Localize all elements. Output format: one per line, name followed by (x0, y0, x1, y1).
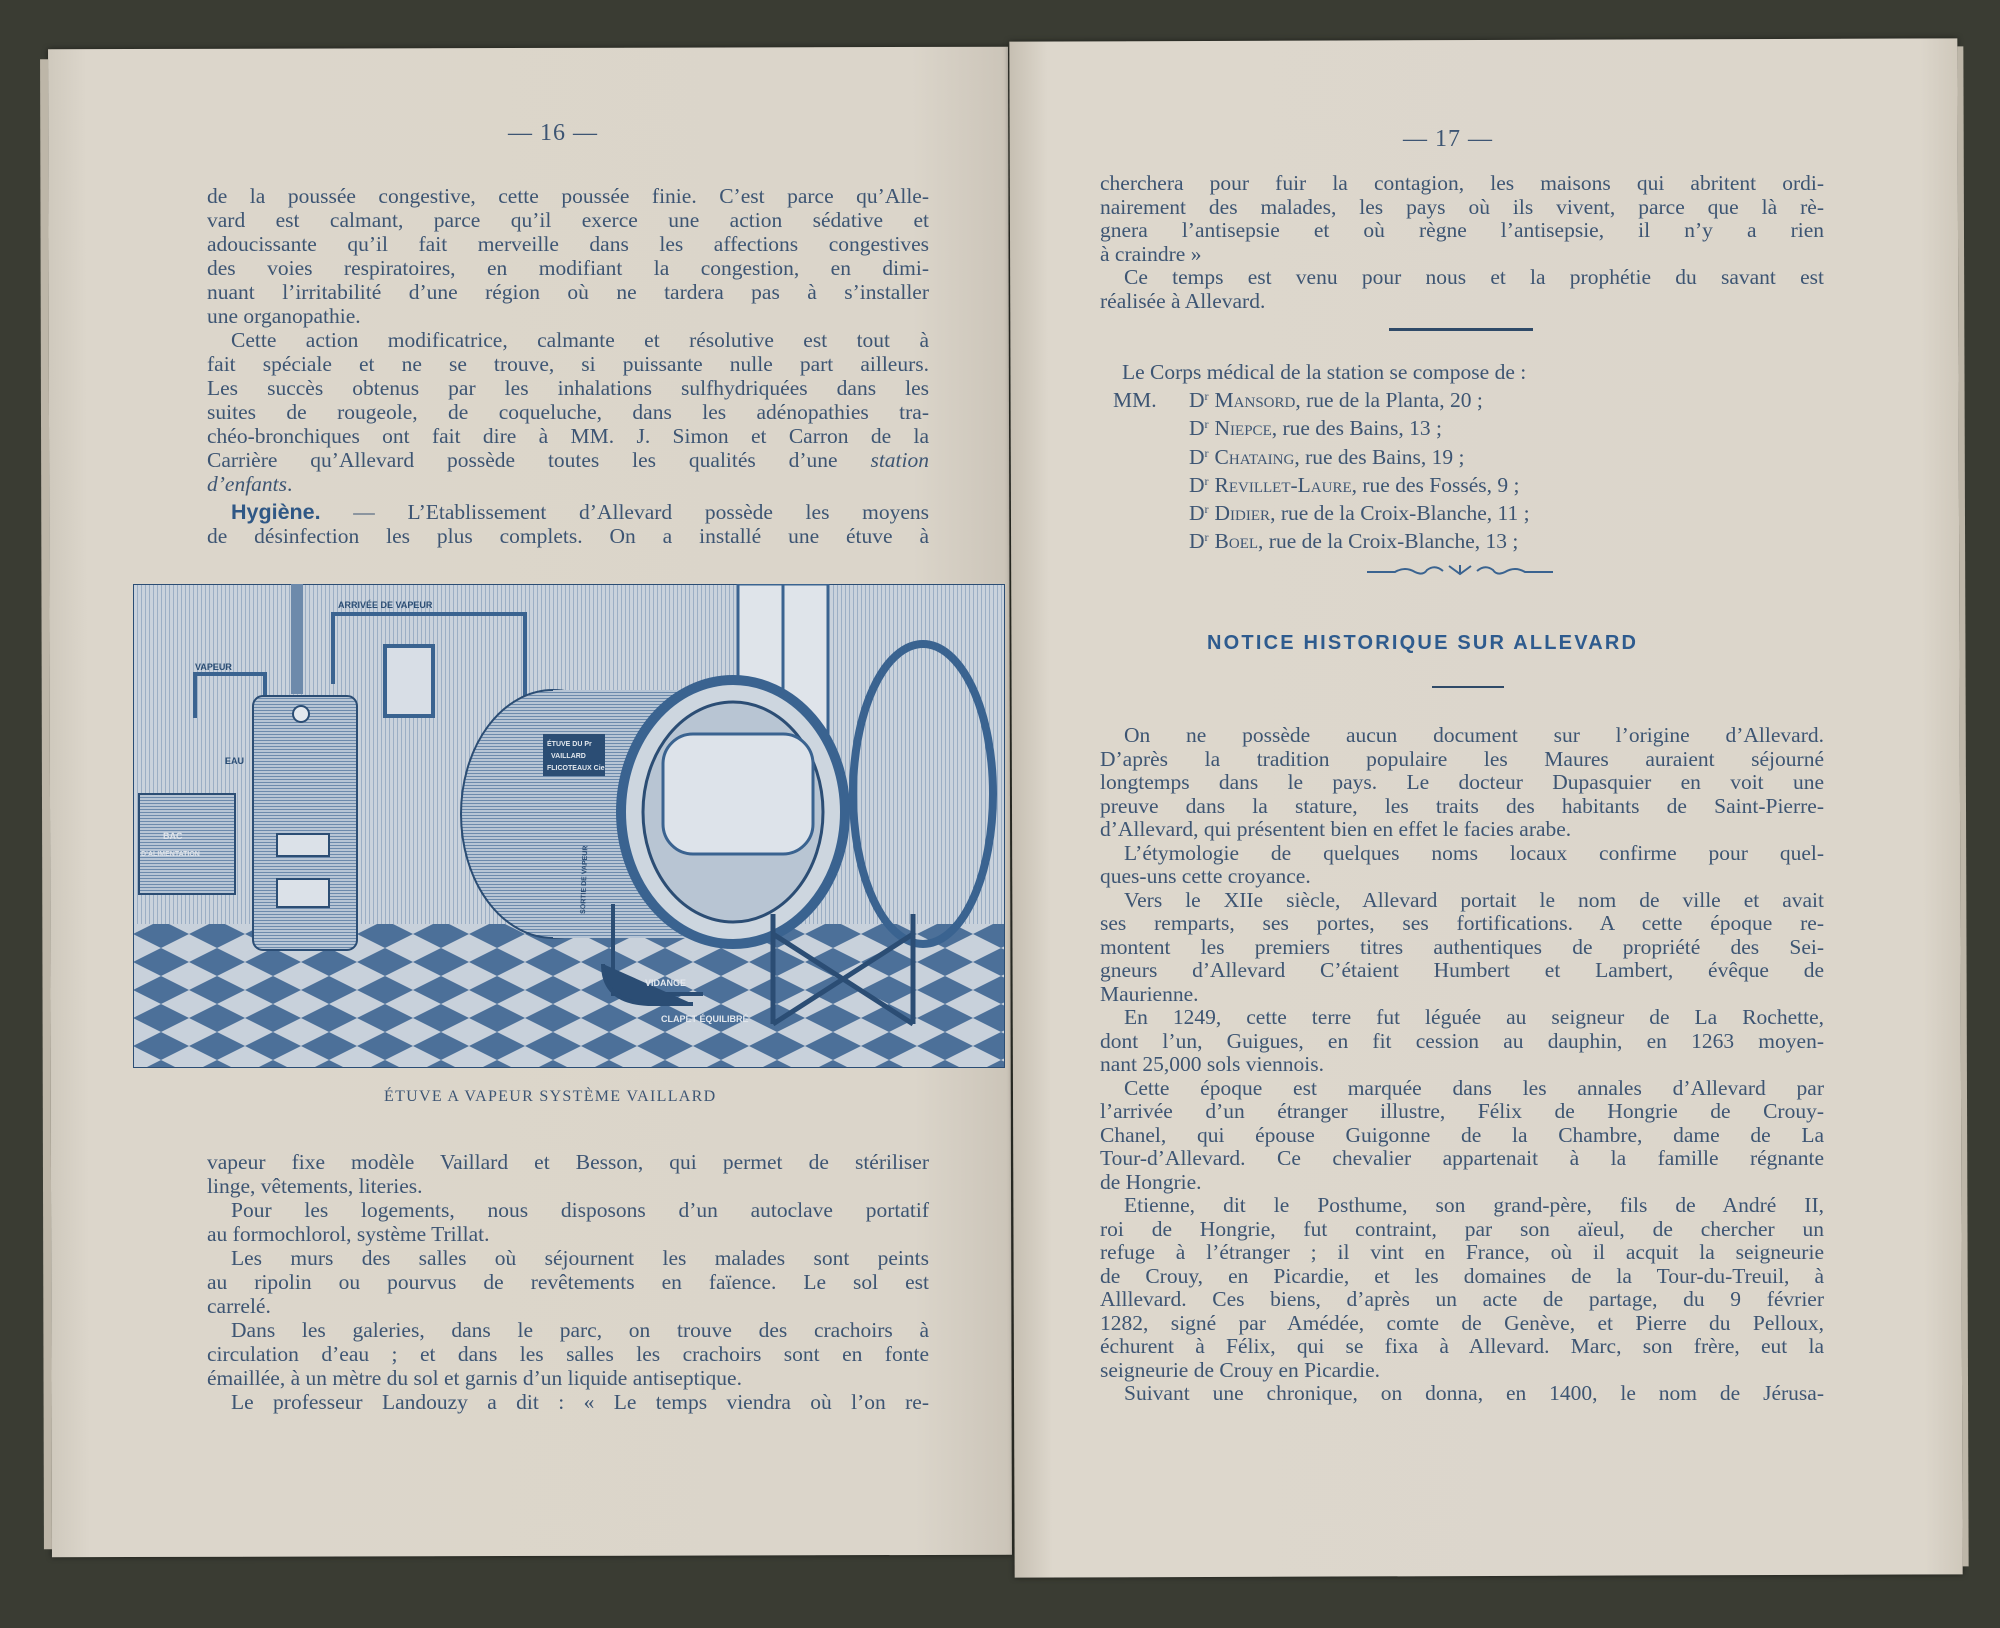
text-line: On ne possède aucun document sur l’origine d’Allevard. (1124, 723, 1824, 747)
doctor-entry (1113, 469, 1530, 497)
doctor-name: Didier (1214, 501, 1271, 526)
page-edges (1957, 46, 1968, 1566)
label-plate-1: ÉTUVE DU Pr (547, 741, 592, 748)
text-line: de Hongrie. (1100, 1169, 1202, 1194)
paragraph (1100, 842, 1824, 889)
text-line: Suivant une chronique, on donna, en 1400, le nom de Jérusa- (1124, 1381, 1824, 1405)
doctor-name: Niepce (1214, 416, 1272, 441)
label-sortie: SORTIE DE VAPEUR (580, 845, 590, 915)
text-run: station (870, 448, 929, 472)
section-heading: NOTICE HISTORIQUE SUR ALLEVARD (1207, 632, 1639, 654)
paragraph (207, 328, 929, 496)
text-line: échurent à Félix, qui se fixa à Allevard. Marc, son frère, eut la (1100, 1334, 1824, 1358)
text-line: fait spéciale et ne se trouve, si puissante nulle part ailleurs. (207, 352, 929, 376)
text-line: roi de Hongrie, fut contraint, par son aïeul, de chercher un (1100, 1216, 1824, 1241)
paragraph (207, 184, 929, 328)
text-line: nant 25,000 sols viennois. (1100, 1052, 1324, 1076)
body-text (1100, 172, 1824, 313)
text-line: Cette époque est marquée dans les annales d’Allevard par (1124, 1075, 1824, 1100)
text-line: refuge à l’étranger ; il vint en France, où il acquit la seigneurie (1100, 1240, 1824, 1264)
text-line: réalisée à Allevard. (1100, 288, 1266, 313)
paragraph (1100, 889, 1824, 1007)
text-line: à craindre » (1100, 241, 1202, 266)
text-line: suites de rougeole, de coqueluche, dans les adénopathies tra- (207, 400, 929, 424)
doctor-name: Boel (1214, 529, 1259, 554)
page-edges (40, 59, 52, 1549)
paragraph (1100, 724, 1824, 842)
text-line: Maurienne. (1100, 981, 1199, 1006)
text-line: ses remparts, ses portes, ses fortifications. A cette époque re- (1100, 911, 1824, 935)
wall-frame (385, 646, 433, 716)
text-line: nairement des malades, les pays où ils vivent, parce que là rè- (1100, 194, 1824, 219)
doctor-entry (1113, 412, 1530, 440)
doctor-title: D (1189, 416, 1205, 441)
history-text (1100, 724, 1824, 1406)
text-line: vard est calmant, parce qu’il exerce une action sédative et (207, 208, 929, 232)
text-line: une organopathie. (207, 304, 361, 328)
text-line: Pour les logements, nous disposons d’un autoclave portatif (231, 1198, 929, 1222)
medical-corps-list (1113, 360, 1530, 553)
label-arrivee: ARRIVÉE DE VAPEUR (338, 600, 433, 610)
text-line: Ce temps est venu pour nous et la prophétie du savant est (1124, 265, 1824, 289)
text-line: vapeur fixe modèle Vaillard et Besson, qui permet de stériliser (207, 1150, 929, 1174)
doctor-title-sup: r (1204, 502, 1209, 517)
text-line: Vers le XIIe siècle, Allevard portait le nom de ville et avait (1124, 887, 1824, 912)
feed-tank (139, 794, 235, 894)
page-number: — 17 — (1403, 126, 1493, 152)
doctor-title: D (1189, 529, 1205, 554)
upholstered-mattress (663, 734, 813, 854)
boiler (253, 696, 357, 950)
doctor-entry (1113, 441, 1530, 469)
label-vapeur: VAPEUR (195, 662, 232, 672)
doctor-address: , rue des Fossés, 9 ; (1351, 472, 1520, 497)
text-line: 1282, signé par Amédée, comte de Genève, et Pierre du Pelloux, (1100, 1310, 1824, 1335)
doctor-title-sup: r (1204, 389, 1209, 404)
text-line: d’Allevard, qui présentent bien en effet le facies arabe. (1100, 817, 1572, 841)
paragraph (1100, 1006, 1824, 1077)
figure-caption: ÉTUVE A VAPEUR SYSTÈME VAILLARD (384, 1088, 717, 1105)
body-text (207, 184, 929, 548)
text-line: adoucissante qu’il fait merveille dans les affections congestives (207, 232, 929, 256)
text-line: Chanel, qui épouse Guigonne de la Chambre, dame de La (1100, 1122, 1824, 1147)
text-run: . (287, 472, 293, 496)
doctor-name: Chataing (1214, 444, 1295, 469)
page-number: — 16 — (508, 120, 598, 146)
doctor-title: D (1189, 444, 1205, 469)
paragraph (1100, 266, 1824, 313)
text-line: carrelé. (207, 1294, 271, 1318)
doctor-address: , rue des Bains, 13 ; (1271, 416, 1442, 441)
text-line: de désinfection les plus complets. On a installé une étuve à (207, 524, 929, 548)
doctor-entry (1113, 497, 1530, 525)
paragraph (1100, 1077, 1824, 1195)
label-alimentation: D’ALIMENTATION (141, 851, 200, 858)
text-line: ques-uns cette croyance. (1100, 864, 1311, 888)
text-line: des voies respiratoires, en modifiant la congestion, en dimi- (207, 256, 929, 280)
text-line: D’après la tradition populaire les Maures auraient séjourné (1100, 746, 1824, 771)
text-line: au formochlorol, système Trillat. (207, 1222, 490, 1246)
label-plate-2: VAILLARD (551, 753, 586, 760)
label-eau: EAU (225, 756, 245, 766)
doctor-entry (1113, 525, 1530, 553)
text-line (207, 500, 929, 524)
doctor-title-sup: r (1204, 445, 1209, 460)
section-divider (1389, 328, 1533, 331)
doctor-address: , rue des Bains, 19 ; (1294, 444, 1465, 469)
paragraph (1100, 172, 1824, 266)
text-line: Tour-d’Allevard. Ce chevalier appartenait à la famille régnante (1100, 1146, 1824, 1170)
doctor-title-sup: r (1204, 530, 1209, 545)
text-line (207, 472, 929, 496)
label-bac: BAC (163, 831, 183, 841)
doctor-title: D (1189, 472, 1205, 497)
paragraph (207, 1150, 929, 1198)
doctor-name: Revillet-Laure (1214, 472, 1352, 497)
text-run: d’enfants (207, 472, 288, 496)
text-run: Carrière qu’Allevard possède toutes les qualités d’une (207, 448, 871, 472)
doctor-title-sup: r (1204, 417, 1209, 432)
label-vidange: VIDANGE (645, 978, 687, 988)
doctor-title: D (1189, 501, 1205, 526)
text-line: longtemps dans le pays. Le docteur Dupasquier en voit une (1100, 770, 1824, 794)
text-line: au ripolin ou pourvus de revêtements en faïence. Le sol est (207, 1270, 929, 1294)
text-line: émaillée, à un mètre du sol et garnis d’un liquide antiseptique. (207, 1366, 742, 1390)
doctor-address: , rue de la Planta, 20 ; (1295, 388, 1483, 413)
paragraph (207, 1318, 929, 1390)
label-plate-3: FLICOTEAUX Cie (547, 765, 605, 772)
text-line: Alllevard. Ces biens, d’après un acte de partage, du 9 février (1100, 1287, 1824, 1311)
doctor-name: Mansord (1214, 388, 1296, 413)
text-line: nuant l’irritabilité d’une région où ne tardera pas à s’installer (207, 280, 929, 304)
text-line: linge, vêtements, literies. (207, 1174, 423, 1198)
text-line: circulation d’eau ; et dans les salles les crachoirs sont en fonte (207, 1342, 929, 1366)
heading-rule (1432, 686, 1504, 688)
label-clapet: CLAPET ÉQUILIBRÉ (661, 1014, 749, 1024)
text-line: Etienne, dit le Posthume, son grand-père, fils de André II, (1124, 1193, 1824, 1217)
text-line: montent les premiers titres authentiques de propriété des Sei- (1100, 934, 1824, 959)
doctor-address: , rue de la Croix-Blanche, 11 ; (1270, 501, 1530, 526)
doctor-title: D (1189, 388, 1205, 413)
text-line: chéo-bronchiques ont fait dire à MM. J. Simon et Carron de la (207, 424, 929, 448)
text-line: Les succès obtenus par les inhalations sulfhydriquées dans les (207, 376, 929, 400)
medical-corps-intro: Le Corps médical de la station se compose de : (1122, 360, 1527, 384)
text-line: En 1249, cette terre fut léguée au seigneur de La Rochette, (1124, 1005, 1824, 1029)
text-line (207, 448, 929, 472)
text-line: cherchera pour fuir la contagion, les maisons qui abritent ordi- (1100, 171, 1824, 195)
paragraph (207, 500, 929, 548)
text-line: preuve dans la stature, les traits des habitants de Saint-Pierre- (1100, 793, 1824, 818)
text-line: dont l’un, Guigues, en fit cession au dauphin, en 1263 moyen- (1100, 1028, 1824, 1053)
ornament-fleuron (1365, 562, 1555, 580)
text-line: Cette action modificatrice, calmante et résolutive est tout à (231, 328, 929, 352)
text-line: gnera l’antisepsie et où règne l’antisepsie, il n’y a rien (1100, 218, 1824, 242)
text-line: de la poussée congestive, cette poussée finie. C’est parce qu’Alle- (207, 184, 929, 208)
text-line: seigneurie de Crouy en Picardie. (1100, 1357, 1381, 1382)
doctor-entry (1113, 384, 1530, 412)
text-line: de Crouy, en Picardie, et les domaines de la Tour-du-Treuil, à (1100, 1263, 1824, 1288)
doctor-address: , rue de la Croix-Blanche, 13 ; (1258, 529, 1519, 554)
doctor-title-sup: r (1204, 473, 1209, 488)
text-line: Dans les galeries, dans le parc, on trouve des crachoirs à (231, 1318, 929, 1342)
text-line: L’étymologie de quelques noms locaux confirme pour quel- (1124, 840, 1824, 865)
paragraph (207, 1246, 929, 1318)
steam-sterilizer-illustration (133, 584, 1005, 1068)
text-line: gneurs d’Allevard C’étaient Humbert et Lambert, évêque de (1100, 958, 1824, 982)
mm-prefix: MM. (1113, 388, 1157, 413)
text-run: — L’Etablissement d’Allevard possède les moyens (320, 500, 929, 524)
paragraph (207, 1390, 929, 1414)
text-line: Le professeur Landouzy a dit : « Le temps viendra où l’on re- (231, 1390, 929, 1414)
paragraph (1100, 1382, 1824, 1406)
text-line: Les murs des salles où séjournent les malades sont peints (231, 1246, 929, 1270)
paragraph (1100, 1194, 1824, 1382)
run-in-heading: Hygiène. (231, 500, 321, 524)
paragraph (207, 1198, 929, 1246)
text-line: l’arrivée d’un étranger illustre, Félix de Hongrie de Crouy- (1100, 1099, 1824, 1123)
body-text (207, 1150, 929, 1414)
